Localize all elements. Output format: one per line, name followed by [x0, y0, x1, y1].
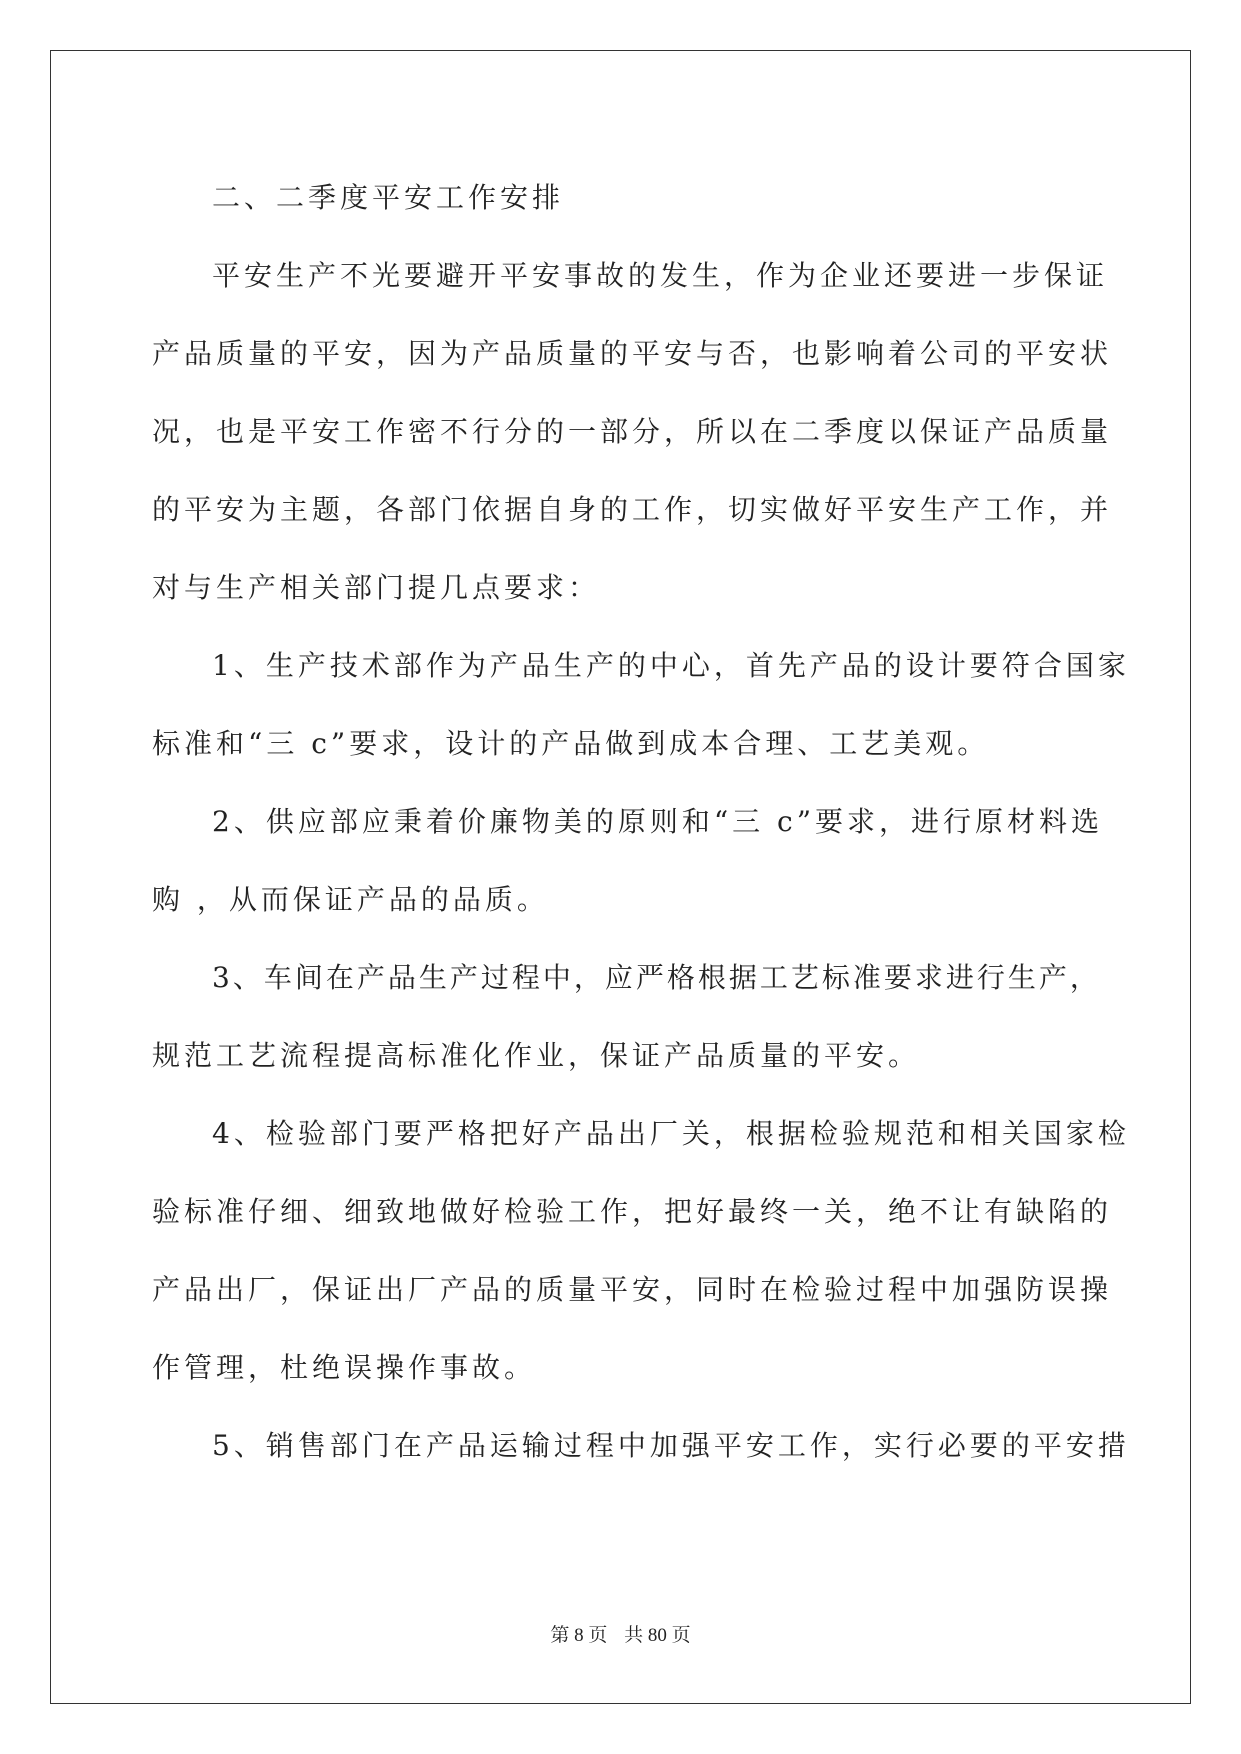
page-footer — [0, 1620, 1241, 1647]
list-item-5: 5、销售部门在产品运输过程中加强平安工作，实行必要的平安措 — [212, 1429, 1130, 1462]
list-item-3: 3、车间在产品生产过程中，应严格根据工艺标准要求进行生产， — [212, 961, 1101, 994]
list-item-2: 2、供应部应秉着价廉物美的原则和“三 c”要求，进行原材料选 — [212, 805, 1104, 838]
paragraph-line: 的平安为主题，各部门依据自身的工作，切实做好平安生产工作，并 — [152, 493, 1113, 526]
paragraph-line: 标准和“三 c”要求，设计的产品做到成本合理、工艺美观。 — [152, 727, 990, 760]
page-number: 第 8 页 — [550, 1625, 608, 1646]
paragraph-line: 产品出厂，保证出厂产品的质量平安，同时在检验过程中加强防误操 — [152, 1273, 1113, 1306]
list-item-4: 4、检验部门要严格把好产品出厂关，根据检验规范和相关国家检 — [212, 1117, 1130, 1150]
paragraph-line: 平安生产不光要避开平安事故的发生，作为企业还要进一步保证 — [212, 259, 1109, 292]
paragraph-line: 验标准仔细、细致地做好检验工作，把好最终一关，绝不让有缺陷的 — [152, 1195, 1113, 1228]
page-total: 共 80 页 — [624, 1625, 691, 1646]
paragraph-line: 规范工艺流程提高标准化作业，保证产品质量的平安。 — [152, 1039, 921, 1072]
paragraph-line: 购 ，从而保证产品的品质。 — [152, 883, 549, 916]
paragraph-line: 产品质量的平安，因为产品质量的平安与否，也影响着公司的平安状 — [152, 337, 1113, 370]
section-heading: 二、二季度平安工作安排 — [212, 181, 565, 214]
paragraph-line: 作管理，杜绝误操作事故。 — [152, 1351, 537, 1384]
paragraph-line: 对与生产相关部门提几点要求： — [152, 571, 601, 604]
document-body — [152, 159, 1130, 1485]
list-item-1: 1、生产技术部作为产品生产的中心，首先产品的设计要符合国家 — [212, 649, 1130, 682]
paragraph-line: 况，也是平安工作密不行分的一部分，所以在二季度以保证产品质量 — [152, 415, 1113, 448]
